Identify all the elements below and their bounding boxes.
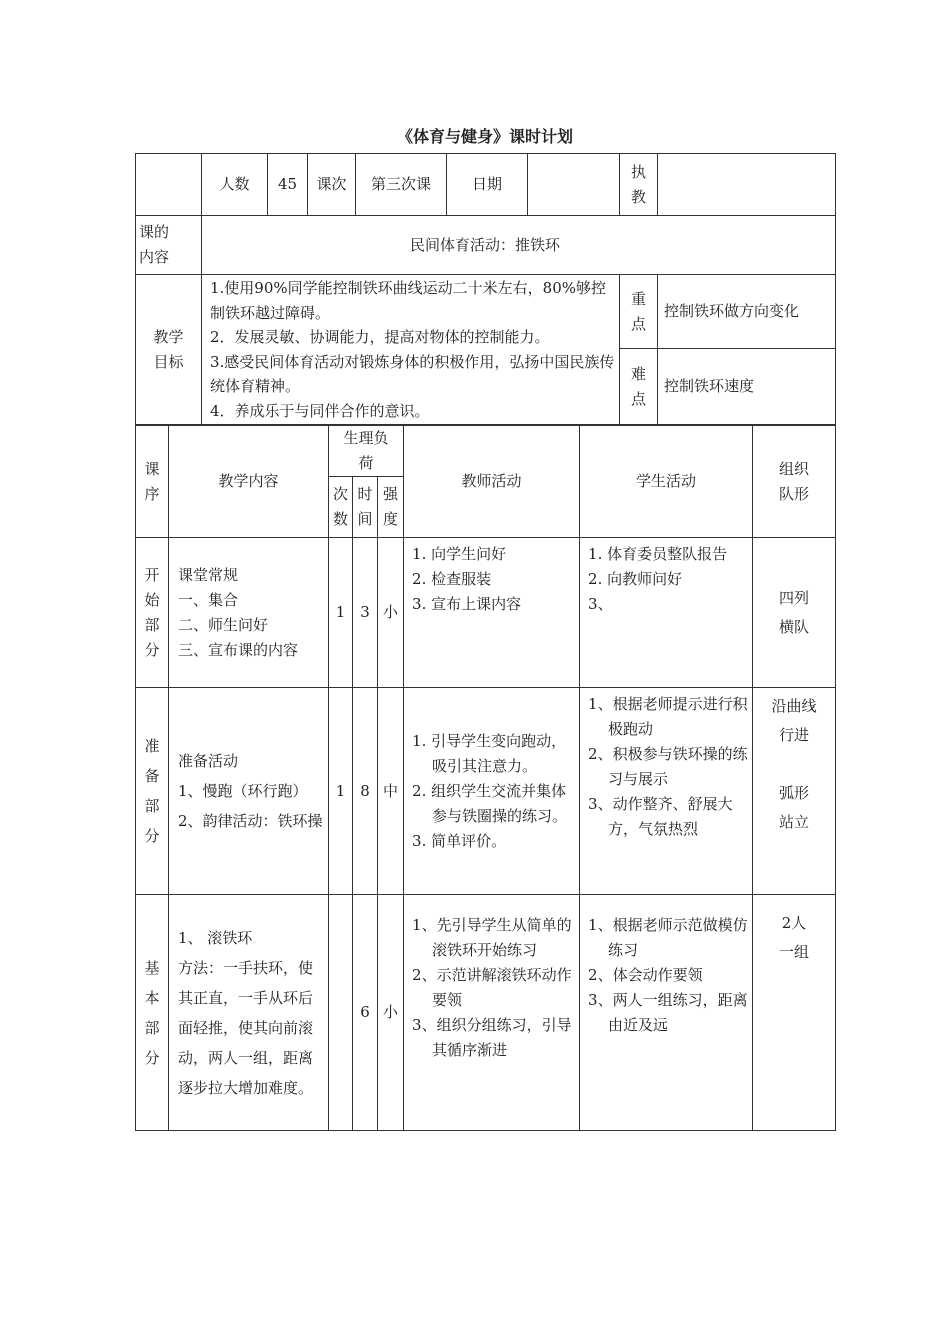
header-load: 生理负 荷 [329, 426, 404, 477]
section-name: 基 本 部 分 [136, 895, 169, 1131]
content-value: 民间体育活动：推铁环 [202, 216, 836, 275]
header-content: 教学内容 [169, 426, 329, 538]
section-teacher-activity: 1. 引导学生变向跑动，吸引其注意力。 2. 组织学生交流并集体参与铁圈操的练习。 3. 简单评价。 [404, 688, 580, 895]
header-formation: 组织 队形 [753, 426, 836, 538]
teacher-label: 执 教 [620, 154, 658, 216]
section-formation: 四列 横队 [753, 538, 836, 688]
header-duration: 时 间 [353, 477, 378, 538]
objective-item: 1.使用90%同学能控制铁环曲线运动二十米左右，80%够控制铁环越过障碍。 [210, 279, 606, 322]
content-label: 课的 内容 [136, 216, 202, 275]
difficulty-label: 难 点 [620, 349, 658, 425]
lesson-label: 课次 [308, 154, 356, 216]
date-value [528, 154, 620, 216]
header-times: 次 数 [329, 477, 353, 538]
section-intensity: 中 [378, 688, 404, 895]
section-content: 准备活动 1、慢跑（环行跑） 2、韵律活动：铁环操 [169, 688, 329, 895]
people-label: 人数 [202, 154, 268, 216]
section-student-activity: 1、根据老师提示进行积极跑动 2、积极参与铁环操的练习与展示 3、动作整齐、舒展大方，气氛热烈 [580, 688, 753, 895]
section-times [329, 895, 353, 1131]
objective-item: 3.感受民间体育活动对锻炼身体的积极作用，弘扬中国民族传统体育精神。 [210, 352, 615, 395]
difficulty-value: 控制铁环速度 [658, 349, 836, 425]
lesson-info-table [135, 153, 836, 425]
date-label: 日期 [447, 154, 528, 216]
table-row [136, 538, 836, 688]
section-times: 1 [329, 538, 353, 688]
section-name: 准 备 部 分 [136, 688, 169, 895]
key-point-label: 重 点 [620, 275, 658, 349]
header-intensity: 强 度 [378, 477, 404, 538]
document-title: 《体育与健身》课时计划 [396, 127, 573, 146]
table-row [136, 895, 836, 1131]
objectives-list [202, 275, 620, 425]
table-row [136, 688, 836, 895]
section-times: 1 [329, 688, 353, 895]
lesson-plan-table [135, 425, 836, 1131]
blank-cell [136, 154, 202, 216]
section-duration: 6 [353, 895, 378, 1131]
section-content: 1、 滚铁环 方法：一手扶环，使其正直，一手从环后面轻推，使其向前滚动，两人一组，距离逐步拉大增加难度。 [169, 895, 329, 1131]
section-content: 课堂常规 一、集合 二、师生问好 三、宣布课的内容 [169, 538, 329, 688]
section-teacher-activity: 1、先引导学生从简单的滚铁环开始练习 2、示范讲解滚铁环动作要领 3、组织分组练习，引导其循序渐进 [404, 895, 580, 1131]
section-formation: 沿曲线 行进 弧形 站立 [753, 688, 836, 895]
section-student-activity: 1、根据老师示范做模仿练习 2、体会动作要领 3、两人一组练习，距离由近及远 [580, 895, 753, 1131]
objective-item: 4．养成乐于与同伴合作的意识。 [210, 401, 430, 420]
objectives-label: 教学 目标 [136, 275, 202, 425]
lesson-value: 第三次课 [356, 154, 447, 216]
teacher-value [658, 154, 836, 216]
people-value: 45 [268, 154, 308, 216]
header-student: 学生活动 [580, 426, 753, 538]
section-name: 开 始 部 分 [136, 538, 169, 688]
key-point-value: 控制铁环做方向变化 [658, 275, 836, 349]
section-student-activity: 1. 体育委员整队报告 2. 向教师问好 3、 [580, 538, 753, 688]
section-duration: 3 [353, 538, 378, 688]
section-duration: 8 [353, 688, 378, 895]
section-intensity: 小 [378, 895, 404, 1131]
objective-item: 2．发展灵敏、协调能力，提高对物体的控制能力。 [210, 328, 550, 346]
section-intensity: 小 [378, 538, 404, 688]
header-teacher: 教师活动 [404, 426, 580, 538]
section-formation: 2人 一组 [753, 895, 836, 1131]
section-teacher-activity: 1. 向学生问好 2. 检查服装 3. 宣布上课内容 [404, 538, 580, 688]
header-order: 课 序 [136, 426, 169, 538]
